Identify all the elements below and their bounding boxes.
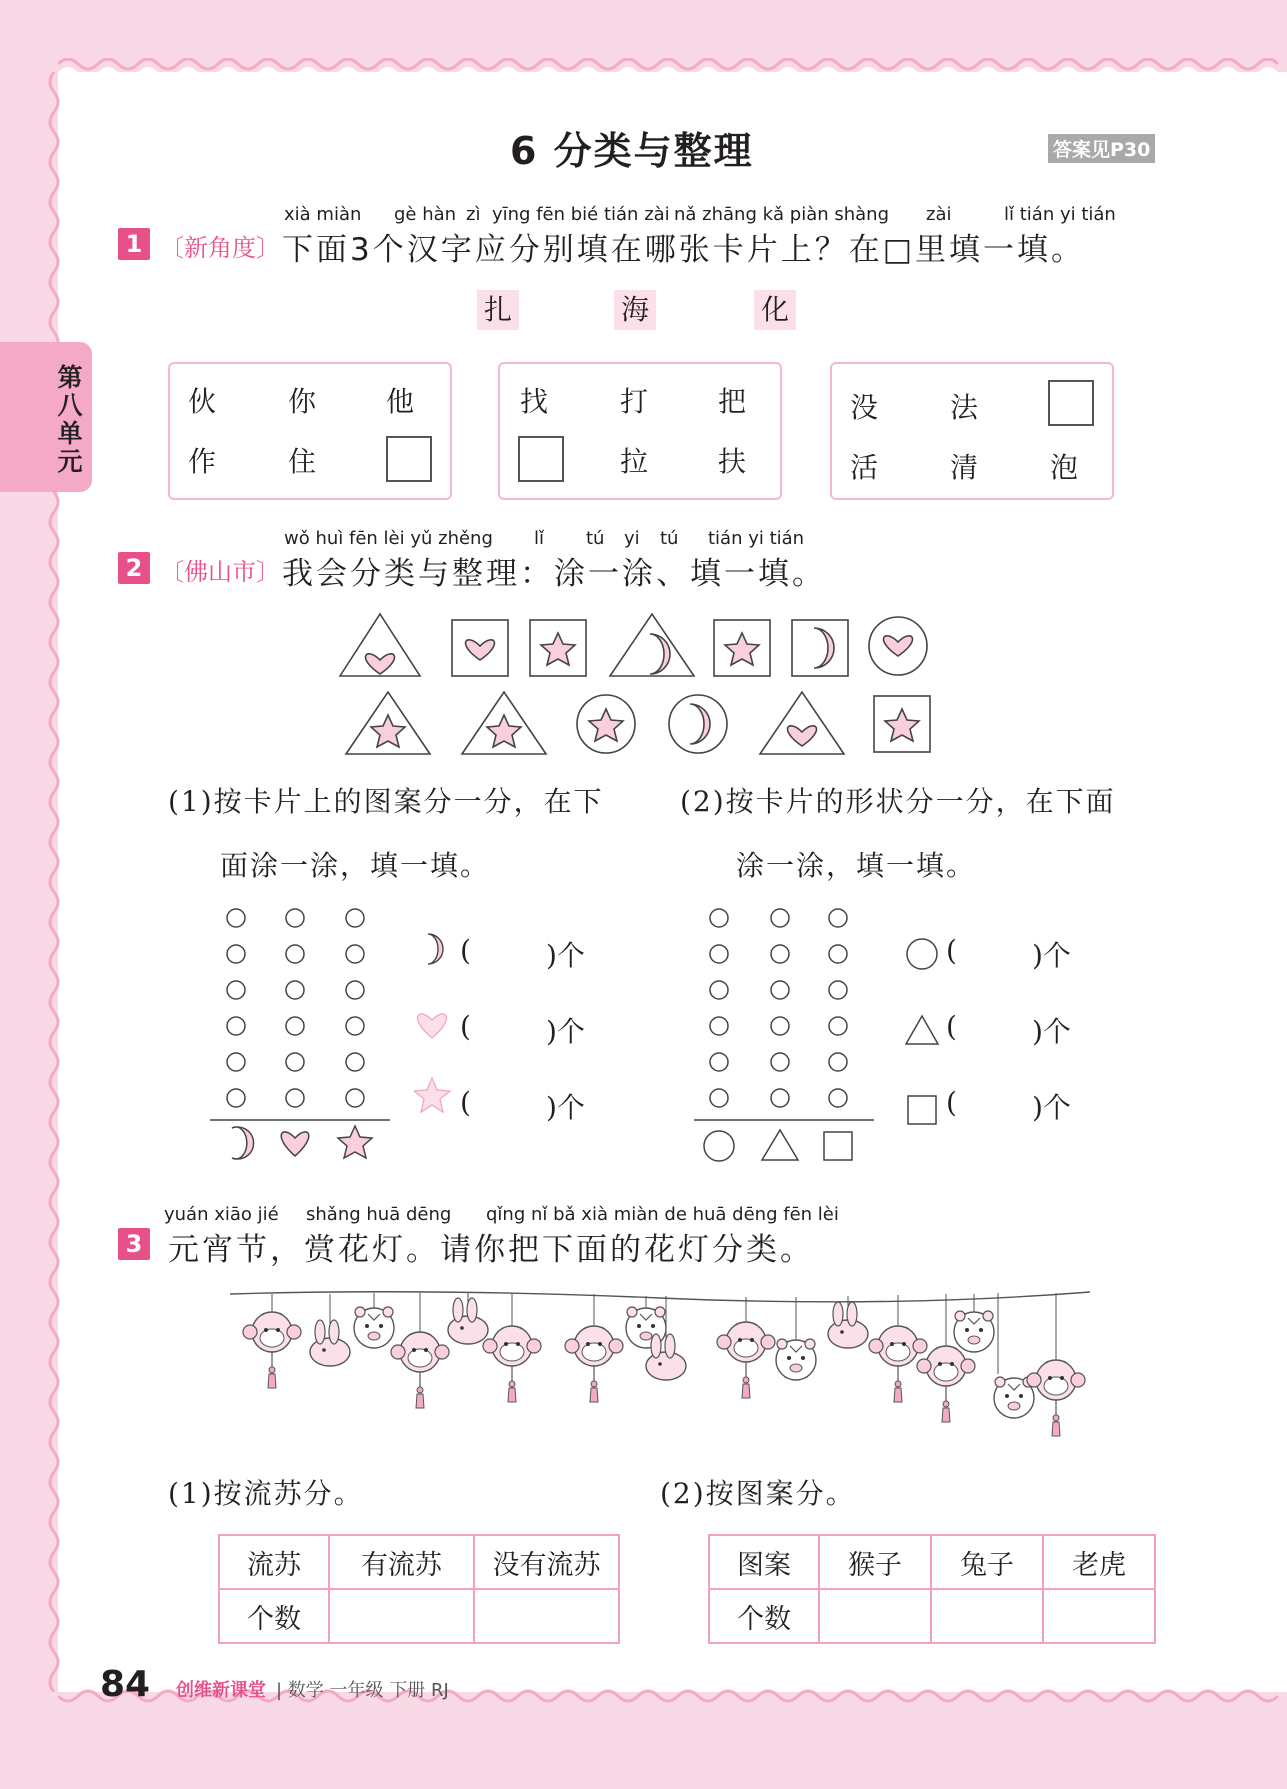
q1-char-chip-3[interactable]: 化	[754, 290, 796, 330]
wave-border-top	[58, 58, 1287, 78]
q3-pinyin-3: qǐng nǐ bǎ xià miàn de huā dēng fēn lèi	[486, 1204, 839, 1225]
q3-lanterns-illustration	[230, 1284, 1090, 1440]
q2-pinyin-2: lǐ	[534, 528, 545, 549]
wave-border-left	[44, 72, 62, 1692]
table2-header-tiger: 老虎	[1043, 1535, 1155, 1589]
table2-answer-cell[interactable]	[931, 1589, 1043, 1643]
triangle-card-moon	[610, 614, 694, 676]
q2-tally2-triangle-open: (	[946, 1010, 957, 1043]
q2-tally-grid-2[interactable]	[684, 900, 884, 1170]
grid1-column-star	[346, 909, 364, 1107]
q3-number: 3	[118, 1228, 150, 1260]
q2-tally1-heart-open: (	[460, 1010, 471, 1043]
q2-pinyin-1: wǒ huì fēn lèi yǔ zhěng	[284, 528, 493, 549]
grid2-column-circle	[710, 909, 728, 1107]
table1-header-with-tassel: 有流苏	[329, 1535, 474, 1589]
q2-tally2-circle-open: (	[946, 934, 957, 967]
q1-card1-char: 你	[288, 385, 317, 418]
footer-brand: 创维新课堂	[176, 1680, 266, 1701]
q1-card1-char: 伙	[188, 385, 217, 418]
q2-text: 我会分类与整理：涂一涂、填一填。	[282, 556, 826, 592]
q1-card1-char: 他	[386, 385, 415, 418]
q1-card2-char: 打	[620, 385, 649, 418]
q3-text: 元宵节，赏花灯。请你把下面的花灯分类。	[168, 1232, 814, 1268]
q2-tally1-moon-open: (	[460, 934, 471, 967]
table2-row-label: 个数	[709, 1589, 819, 1643]
q1-tag: 〔新角度〕	[160, 234, 280, 262]
q3-tassel-table	[218, 1534, 620, 1644]
q1-pinyin-7: lǐ tián yi tián	[1004, 204, 1116, 225]
q2-sub1-line1: (1)按卡片上的图案分一分，在下	[168, 785, 604, 818]
q3-pattern-table	[708, 1534, 1156, 1644]
q2-tally1-heart-close: )个	[546, 1015, 585, 1048]
q1-card2-char: 把	[718, 385, 747, 418]
q2-tally2-square-open: (	[946, 1086, 957, 1119]
table1-answer-cell[interactable]	[329, 1589, 474, 1643]
q2-tally1-moon-close: )个	[546, 939, 585, 972]
q2-number: 2	[118, 552, 150, 584]
answer-reference-badge: 答案见P30	[1048, 134, 1155, 163]
q1-card3-char: 法	[950, 391, 979, 424]
q2-tally-grid-1[interactable]	[200, 900, 400, 1170]
q1-card1-answer-box[interactable]	[386, 436, 432, 482]
q1-pinyin-2: gè hàn	[394, 204, 457, 225]
q2-tally2-icons	[904, 936, 944, 1126]
q1-text: 下面3个汉字应分别填在哪张卡片上？在□里填一填。	[282, 232, 1086, 268]
table2-header-rabbit: 兔子	[931, 1535, 1043, 1589]
q2-sub2-line2: 涂一涂，填一填。	[736, 849, 977, 882]
q3-pinyin-1: yuán xiāo jié	[164, 1204, 279, 1225]
table2-answer-cell[interactable]	[1043, 1589, 1155, 1643]
page-title: 6 分类与整理	[510, 129, 754, 173]
q1-char-chip-2[interactable]: 海	[614, 290, 656, 330]
q1-pinyin-6: zài	[926, 204, 952, 225]
page-number: 84	[100, 1664, 151, 1705]
q2-shape-cards	[330, 604, 950, 764]
q2-tally2-triangle-close: )个	[1032, 1015, 1071, 1048]
table2-header-monkey: 猴子	[819, 1535, 931, 1589]
q2-tally1-star-open: (	[460, 1086, 471, 1119]
grid2-column-triangle	[771, 909, 789, 1107]
q1-card1-char: 作	[188, 445, 217, 478]
q1-card2-char: 找	[520, 385, 549, 418]
grid2-column-square	[829, 909, 847, 1107]
q1-card2-answer-box[interactable]	[518, 436, 564, 482]
q2-sub1-line2: 面涂一涂，填一填。	[220, 849, 491, 882]
q1-card3-char: 没	[850, 391, 879, 424]
q3-pinyin-2: shǎng huā dēng	[306, 1204, 452, 1225]
q3-sub2: (2)按图案分。	[660, 1477, 856, 1510]
q1-card3-char: 清	[950, 451, 979, 484]
table2-answer-cell[interactable]	[819, 1589, 931, 1643]
q3-sub1: (1)按流苏分。	[168, 1477, 364, 1510]
table1-header-without-tassel: 没有流苏	[474, 1535, 619, 1589]
circle-card-moon	[669, 695, 727, 753]
footer-book-info: | 数学 一年级 下册 RJ	[276, 1680, 449, 1701]
grid1-column-heart	[286, 909, 304, 1107]
q2-tally1-icons	[414, 928, 454, 1128]
table1-answer-cell[interactable]	[474, 1589, 619, 1643]
q1-card3-answer-box[interactable]	[1048, 380, 1094, 426]
q1-char-chip-1[interactable]: 扎	[477, 290, 519, 330]
q2-pinyin-3: tú	[586, 528, 605, 549]
q2-pinyin-4: yi	[624, 528, 640, 549]
q2-pinyin-5: tú	[660, 528, 679, 549]
q1-pinyin-3: zì	[466, 204, 481, 225]
q2-tag: 〔佛山市〕	[160, 558, 280, 586]
q1-number: 1	[118, 228, 150, 260]
table1-header-label: 流苏	[219, 1535, 329, 1589]
q1-card2-char: 扶	[718, 445, 747, 478]
q1-card1-char: 住	[288, 445, 317, 478]
q2-tally2-square-close: )个	[1032, 1091, 1071, 1124]
table1-row-label: 个数	[219, 1589, 329, 1643]
q2-tally1-star-close: )个	[546, 1091, 585, 1124]
q1-card3-char: 泡	[1050, 451, 1079, 484]
q1-pinyin-5: nǎ zhāng kǎ piàn shàng	[674, 204, 890, 225]
grid1-column-moon	[227, 909, 245, 1107]
q2-pinyin-6: tián yi tián	[708, 528, 805, 549]
q1-pinyin-4: yīng fēn bié tián zài	[492, 204, 670, 225]
q1-pinyin-1: xià miàn	[284, 204, 362, 225]
table2-header-label: 图案	[709, 1535, 819, 1589]
q1-card2-char: 拉	[620, 445, 649, 478]
q2-tally2-circle-close: )个	[1032, 939, 1071, 972]
q2-sub2-line1: (2)按卡片的形状分一分，在下面	[680, 785, 1116, 818]
q1-card3-char: 活	[850, 451, 879, 484]
unit-side-tab-label: 第八单元	[57, 363, 83, 476]
